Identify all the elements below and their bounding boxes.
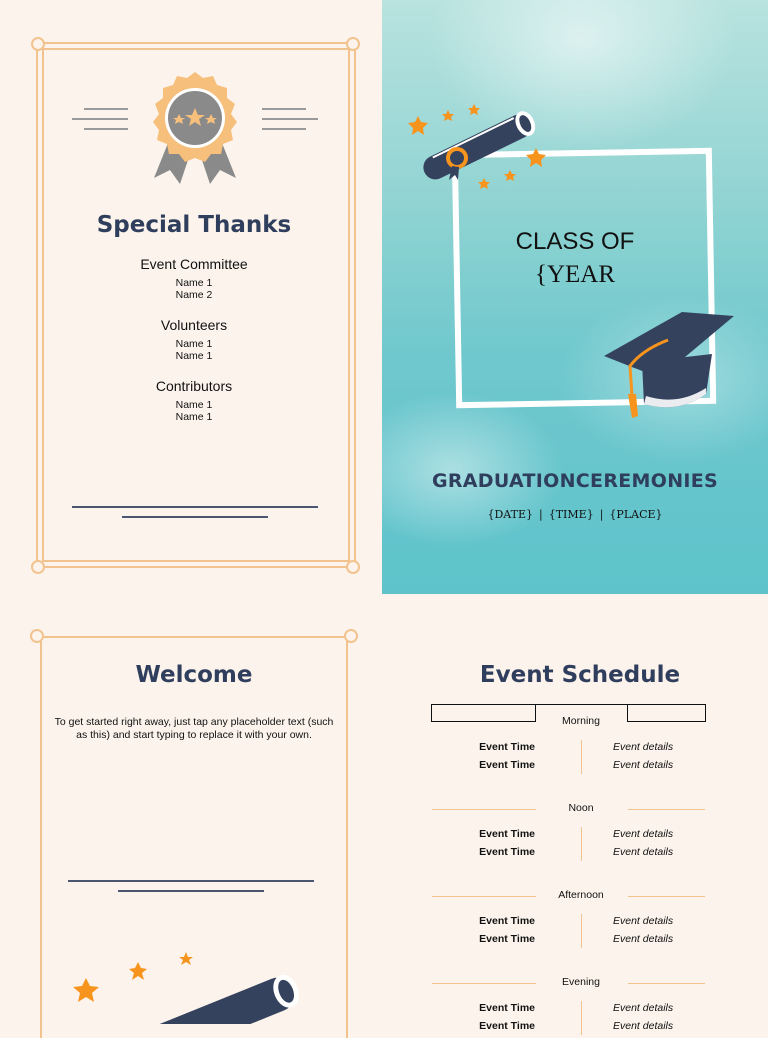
event-details: Event details bbox=[613, 846, 674, 858]
event-details: Event details bbox=[613, 933, 674, 945]
class-of-text: CLASS OF bbox=[515, 228, 635, 255]
corner-ornament bbox=[344, 629, 358, 643]
name-entry: Name 2 bbox=[175, 289, 213, 301]
welcome-page bbox=[0, 600, 390, 1024]
meta-separator: | bbox=[539, 508, 543, 521]
cover-title: GRADUATIONCEREMONIES bbox=[431, 470, 719, 492]
event-time: Event Time bbox=[479, 933, 535, 945]
time-placeholder: {TIME} bbox=[548, 508, 594, 521]
decorative-line bbox=[84, 108, 128, 110]
decorative-line bbox=[72, 118, 128, 120]
event-details: Event details bbox=[613, 759, 674, 771]
name-entry: Name 1 bbox=[175, 399, 213, 411]
decorative-line bbox=[262, 118, 318, 120]
corner-ornament bbox=[31, 560, 45, 574]
place-placeholder: {PLACE} bbox=[609, 508, 663, 521]
page-title: Welcome bbox=[135, 662, 253, 688]
event-details: Event details bbox=[613, 741, 674, 753]
page-title: Event Schedule bbox=[479, 662, 681, 688]
special-thanks-page bbox=[0, 0, 380, 594]
event-time: Event Time bbox=[479, 828, 535, 840]
signature-line bbox=[122, 516, 268, 518]
period-label-evening: Evening bbox=[562, 976, 600, 988]
name-entry: Name 1 bbox=[175, 411, 213, 423]
column-divider bbox=[581, 827, 582, 861]
corner-ornament bbox=[346, 37, 360, 51]
event-time: Event Time bbox=[479, 741, 535, 753]
period-label-noon: Noon bbox=[568, 802, 594, 814]
section-heading-event-committee: Event Committee bbox=[140, 256, 248, 272]
class-year-text: {YEAR bbox=[534, 261, 616, 288]
cover-event-meta bbox=[382, 508, 768, 521]
corner-ornament bbox=[346, 560, 360, 574]
cover-page bbox=[382, 0, 768, 594]
column-divider bbox=[581, 740, 582, 774]
signature-line bbox=[68, 880, 314, 882]
section-heading-volunteers: Volunteers bbox=[160, 317, 228, 333]
award-ribbon-icon bbox=[148, 70, 242, 186]
column-divider bbox=[581, 1001, 582, 1035]
decorative-line bbox=[262, 108, 306, 110]
event-schedule-page bbox=[392, 600, 768, 1032]
diploma-scroll-icon bbox=[412, 100, 546, 190]
name-entry: Name 1 bbox=[175, 277, 213, 289]
event-details: Event details bbox=[613, 1002, 674, 1014]
corner-ornament bbox=[30, 629, 44, 643]
column-divider bbox=[581, 914, 582, 948]
event-time: Event Time bbox=[479, 1020, 535, 1032]
event-time: Event Time bbox=[479, 846, 535, 858]
event-details: Event details bbox=[613, 1020, 674, 1032]
diploma-scroll-icon bbox=[66, 948, 316, 1024]
decorative-line bbox=[84, 128, 128, 130]
section-heading-contributors: Contributors bbox=[155, 378, 233, 394]
table-border bbox=[431, 704, 705, 705]
signature-line bbox=[118, 890, 264, 892]
event-details: Event details bbox=[613, 828, 674, 840]
meta-separator: | bbox=[599, 508, 604, 521]
star-icon bbox=[73, 978, 99, 1002]
name-entry: Name 1 bbox=[175, 338, 213, 350]
page-title: Special Thanks bbox=[96, 212, 292, 238]
signature-line bbox=[72, 506, 318, 508]
event-details: Event details bbox=[613, 915, 674, 927]
table-border bbox=[705, 704, 706, 722]
date-placeholder: {DATE} bbox=[487, 508, 533, 521]
event-time: Event Time bbox=[479, 759, 535, 771]
period-label-morning: Morning bbox=[562, 715, 600, 727]
welcome-body-text[interactable]: To get started right away, just tap any placeholder text (such as this) and start typing to replace it with your own. bbox=[54, 716, 334, 741]
graduation-cap-icon bbox=[602, 306, 738, 422]
event-time: Event Time bbox=[479, 1002, 535, 1014]
period-label-afternoon: Afternoon bbox=[558, 889, 604, 901]
event-time: Event Time bbox=[479, 915, 535, 927]
table-border bbox=[431, 704, 432, 722]
name-entry: Name 1 bbox=[175, 350, 213, 362]
corner-ornament bbox=[31, 37, 45, 51]
decorative-line bbox=[262, 128, 306, 130]
